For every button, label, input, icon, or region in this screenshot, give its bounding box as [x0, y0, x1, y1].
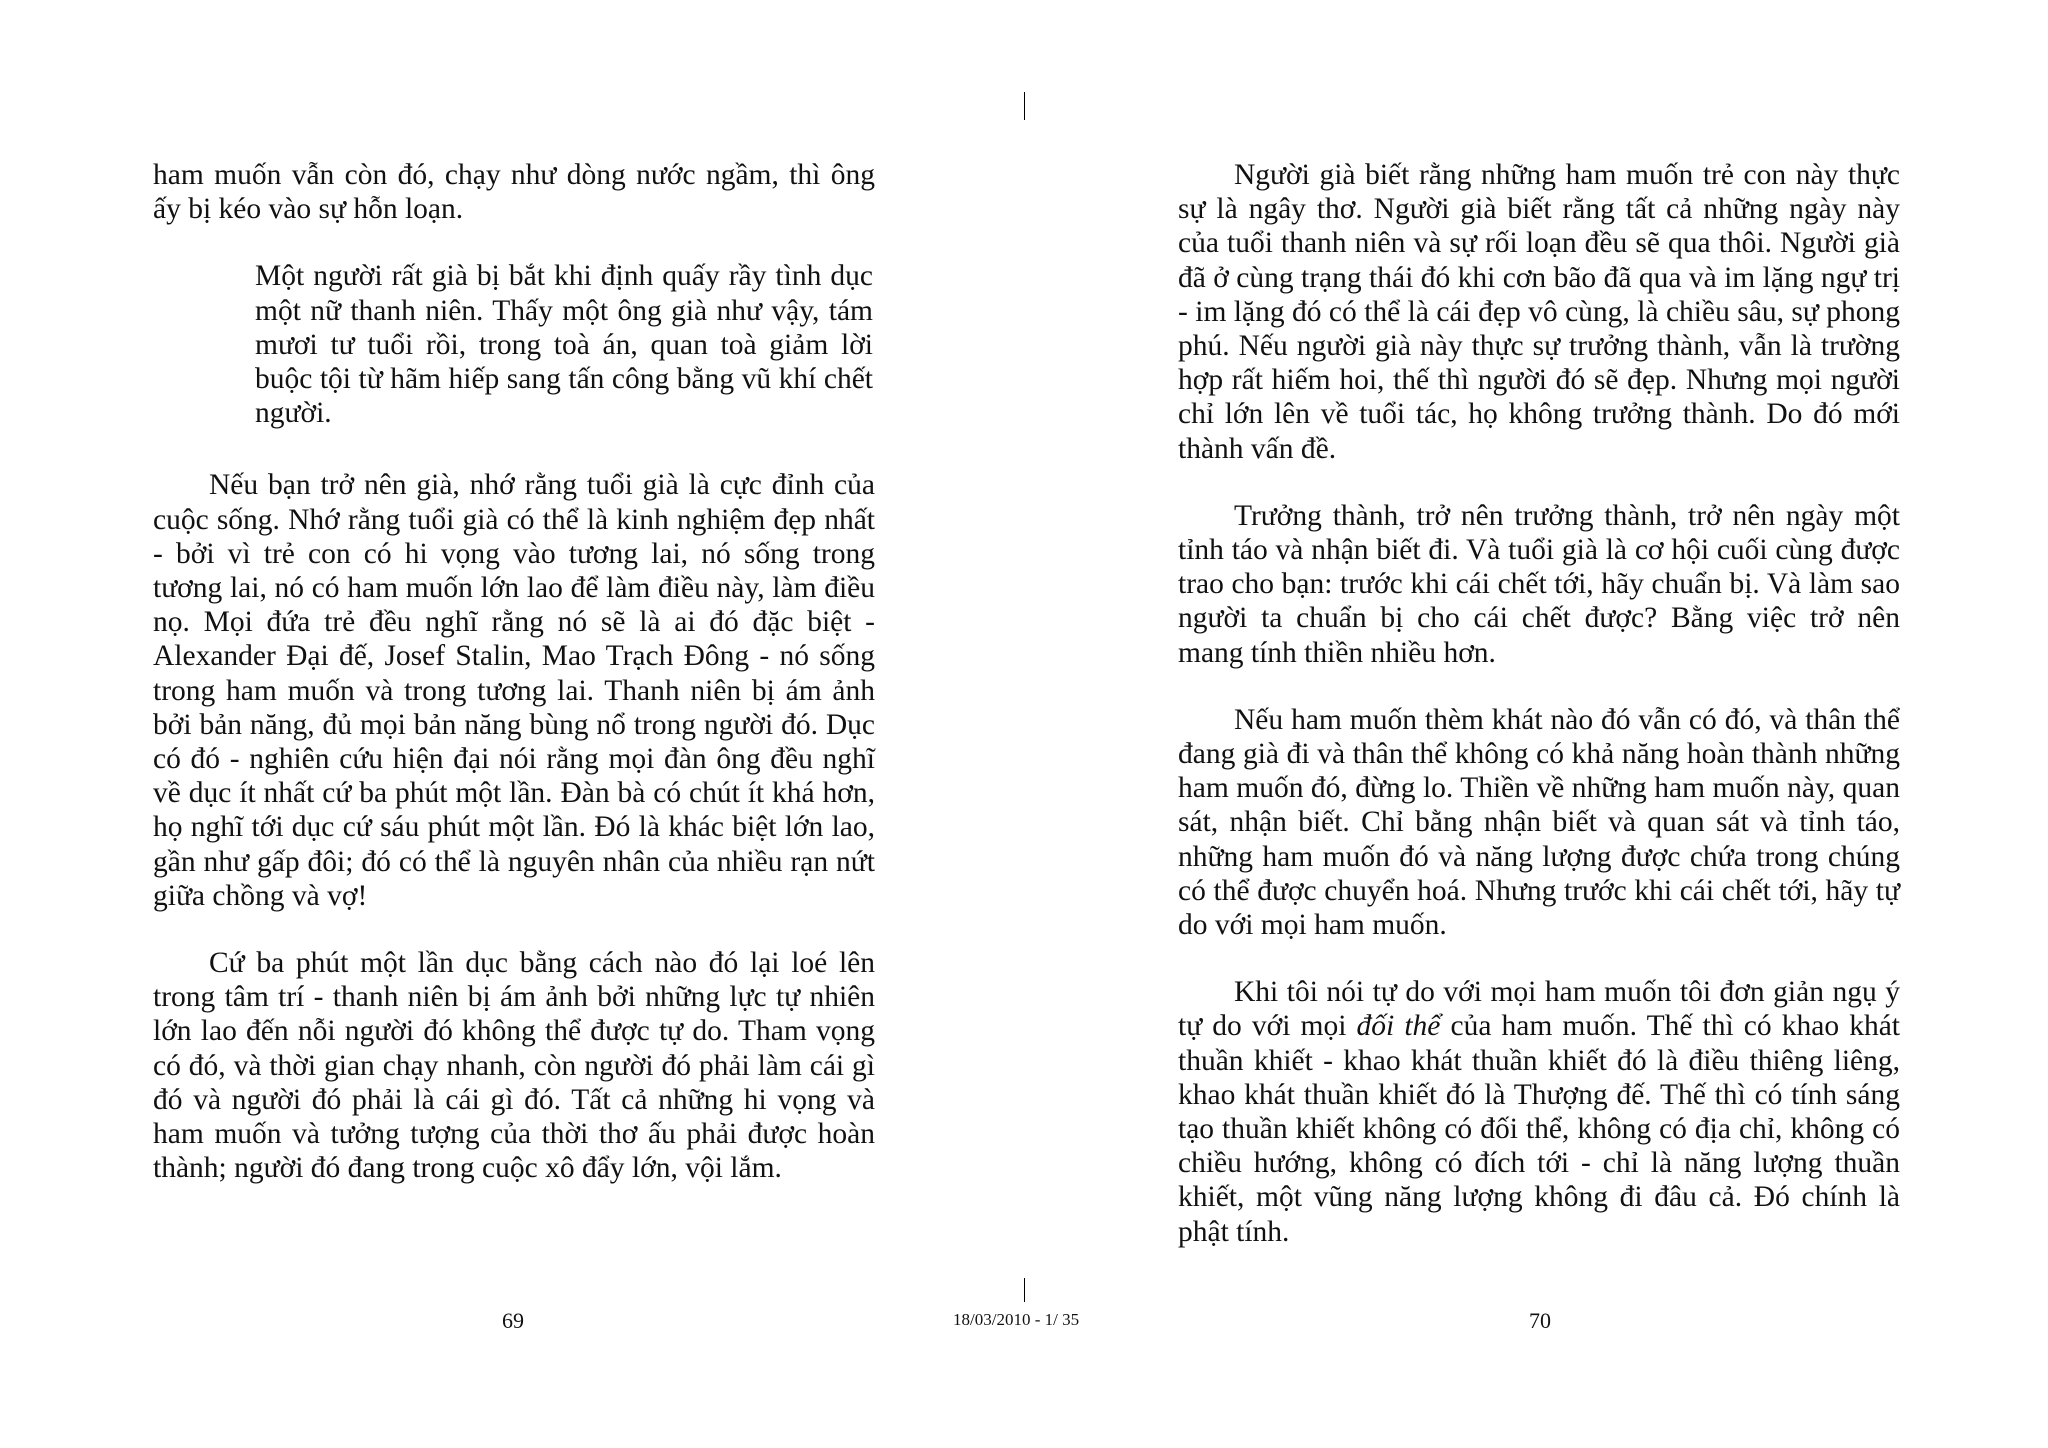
block-quote: Một người rất già bị bắt khi định quấy rầy tình dục một nữ thanh niên. Thấy một ông già như vậy, tám mươi tư tuổi rồi, trong toà án, quan toà giảm lời buộc tội từ hãm hiếp sang tấn công bằng vũ khí chết người.: [255, 260, 873, 430]
left-page-text: [153, 158, 875, 1218]
paragraph: Cứ ba phút một lần dục bằng cách nào đó lại loé lên trong tâm trí - thanh niên bị ám ảnh bởi những lực tự nhiên lớn lao đến nỗi người đó không thể được tự do. Tham vọng có đó, và thời gian chạy nhanh, còn người đó phải làm cái gì đó và người đó phải là cái gì đó. Tất cả những hi vọng và ham muốn và tưởng tượng của thời thơ ấu phải được hoàn thành; người đó đang trong cuộc xô đẩy lớn, vội lắm.: [153, 947, 875, 1185]
right-page-text: [1178, 158, 1900, 1282]
text-run: của ham muốn. Thế thì có khao khát thuần khiết - khao khát thuần khiết đó là điều thiêng liêng, khao khát thuần khiết đó là Thượng đế. Thế thì có tính sáng tạo thuần khiết không có đối thể, không có địa chỉ, không có chiều hướng, không có đích tới - chỉ là năng lượng thuần khiết, một vũng năng lượng không đi đâu cả. Đó chính là phật tính.: [1178, 1010, 1900, 1248]
page-number: 70: [1529, 1308, 1551, 1333]
paragraph: Nếu ham muốn thèm khát nào đó vẫn có đó, và thân thể đang già đi và thân thể không có khả năng hoàn thành những ham muốn đó, đừng lo. Thiền về những ham muốn này, quan sát, nhận biết. Chỉ bằng nhận biết và quan sát và tỉnh táo, những ham muốn đó và năng lượng được chứa trong chúng có thể được chuyển hoá. Nhưng trước khi cái chết tới, hãy tự do với mọi ham muốn.: [1178, 703, 1900, 942]
paragraph: ham muốn vẫn còn đó, chạy như dòng nước ngầm, thì ông ấy bị kéo vào sự hỗn loạn.: [153, 159, 875, 226]
paragraph: Nếu bạn trở nên già, nhớ rằng tuổi già là cực đỉnh của cuộc sống. Nhớ rằng tuổi già có thể là kinh nghiệm đẹp nhất - bởi vì trẻ con có hi vọng vào tương lai, nó sống trong tương lai, nó có ham muốn lớn lao để làm điều này, làm điều nọ. Mọi đứa trẻ đều nghĩ rằng nó sẽ là ai đó đặc biệt - Alexander Đại đế, Josef Stalin, Mao Trạch Đông - nó sống trong ham muốn và trong tương lai. Thanh niên bị ám ảnh bởi bản năng, đủ mọi bản năng bùng nổ trong người đó. Dục có đó - nghiên cứu hiện đại nói rằng mọi đàn ông đều nghĩ về dục ít nhất cứ ba phút một lần. Đàn bà có chút ít khá hơn, họ nghĩ tới dục cứ sáu phút một lần. Đó là khác biệt lớn lao, gần như gấp đôi; đó có thể là nguyên nhân của nhiều rạn nứt giữa chồng và vợ!: [153, 469, 875, 912]
center-fold-mark-bottom: [1024, 1278, 1025, 1302]
paragraph: Trưởng thành, trở nên trưởng thành, trở nên ngày một tỉnh táo và nhận biết đi. Và tuổi già là cơ hội cuối cùng được trao cho bạn: trước khi cái chết tới, hãy chuẩn bị. Và làm sao người ta chuẩn bị cho cái chết được? Bằng việc trở nên mang tính thiền nhiều hơn.: [1178, 499, 1900, 669]
footer-date: 18/03/2010 - 1/ 35: [953, 1310, 1080, 1329]
emphasized-term: đối thể: [1356, 1010, 1441, 1043]
right-page: [1024, 0, 2048, 1448]
paragraph-with-emphasis: [1178, 975, 1900, 1249]
page-number: 69: [502, 1308, 524, 1333]
text-run: Khi tôi nói tự do với mọi ham muốn tôi đơn giản ngụ ý tự do với mọi: [1178, 976, 1900, 1043]
paragraph: Người già biết rằng những ham muốn trẻ con này thực sự là ngây thơ. Người già biết rằng tất cả những ngày này của tuổi thanh niên và sự rối loạn đều sẽ qua thôi. Người già đã ở cùng trạng thái đó khi cơn bão đã qua và im lặng ngự trị - im lặng đó có thể là cái đẹp vô cùng, là chiều sâu, sự phong phú. Nếu người già này thực sự trưởng thành, vẫn là trường hợp rất hiếm hoi, thế thì người đó sẽ đẹp. Nhưng mọi người chỉ lớn lên về tuổi tác, họ không trưởng thành. Do đó mới thành vấn đề.: [1178, 159, 1900, 465]
